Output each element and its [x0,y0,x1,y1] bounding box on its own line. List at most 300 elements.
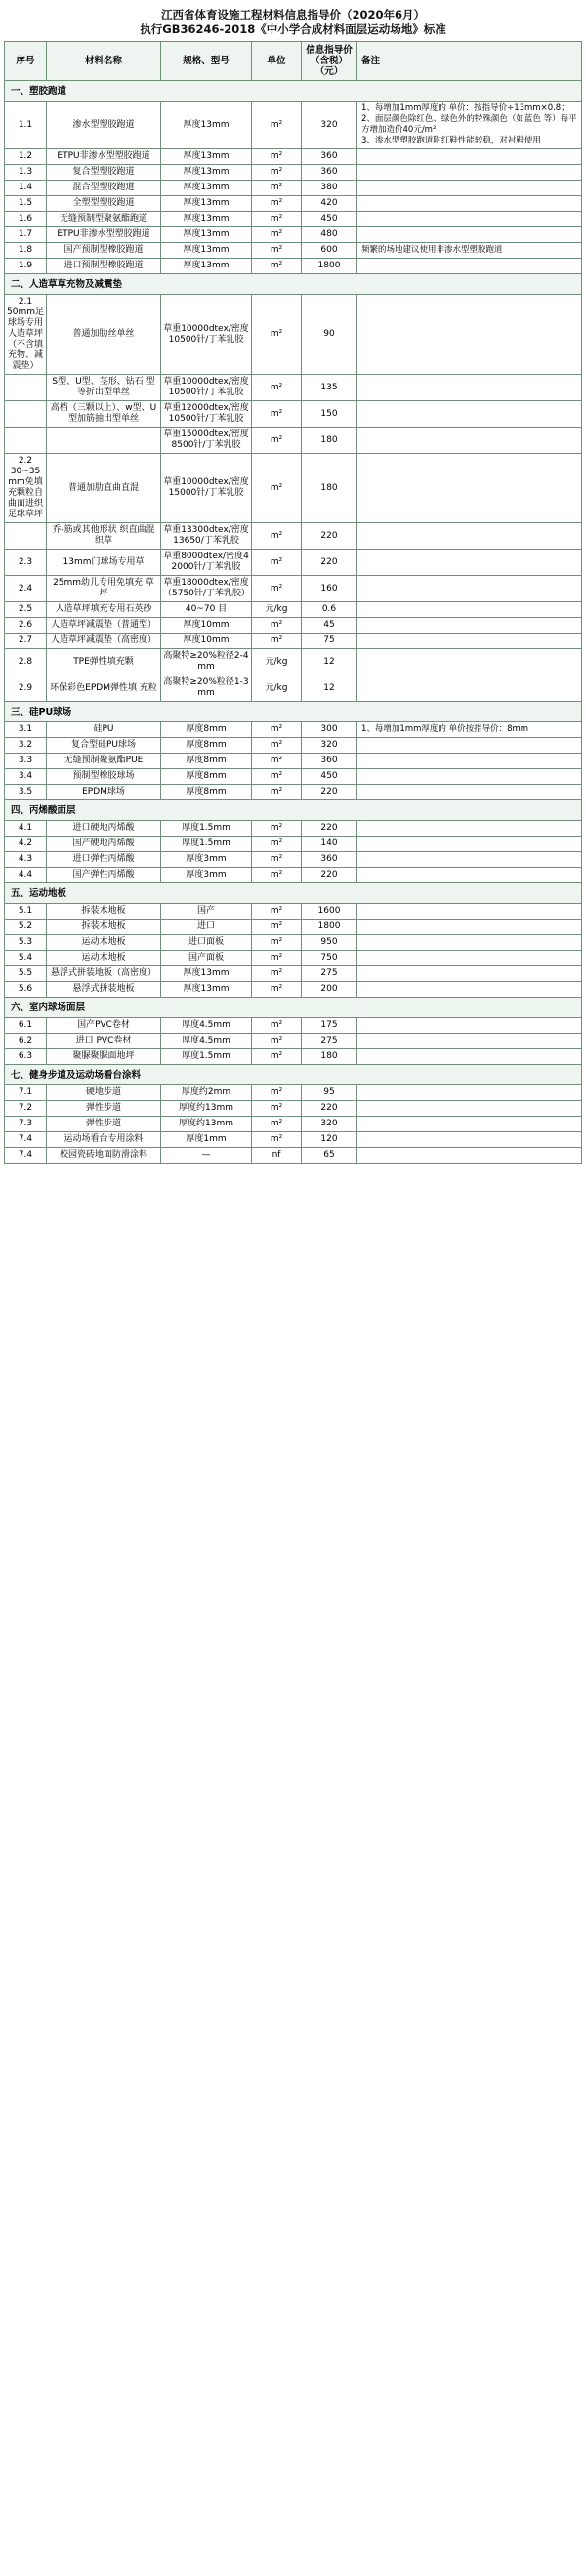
cell-price: 360 [302,754,357,769]
cell-spec: 厚度约13mm [161,1117,252,1132]
cell-unit: m² [252,634,302,649]
cell-material-name: 无缝预制型聚氨酯跑道 [47,212,161,227]
cell-price: 220 [302,523,357,550]
cell-price: 320 [302,1117,357,1132]
section-header-row [5,998,582,1018]
cell-no [5,428,47,454]
cell-remark [357,675,582,702]
table-row [5,754,582,769]
cell-no: 1.4 [5,181,47,196]
cell-price: 480 [302,227,357,243]
cell-unit: m² [252,722,302,738]
cell-material-name: 进口预制型橡胶跑道 [47,259,161,274]
cell-price: 1800 [302,920,357,935]
table-row [5,821,582,837]
table-row [5,634,582,649]
cell-spec: 厚度13mm [161,212,252,227]
section-title: 一、塑胶跑道 [5,81,582,102]
cell-remark [357,149,582,165]
cell-remark [357,259,582,274]
cell-unit: m² [252,1034,302,1049]
cell-material-name: 混合型塑胶跑道 [47,181,161,196]
cell-no: 4.3 [5,852,47,868]
table-row [5,1049,582,1065]
cell-material-name: 普通加肋丝单丝 [47,295,161,375]
table-row [5,196,582,212]
cell-material-name: 13mm门球场专用草 [47,550,161,576]
cell-spec: 草重10000dtex/密度10500针/丁苯乳胶 [161,375,252,401]
cell-remark [357,1085,582,1101]
cell-unit: m² [252,523,302,550]
cell-remark [357,904,582,920]
cell-spec: 厚度1.5mm [161,837,252,852]
cell-remark [357,227,582,243]
cell-price: 65 [302,1148,357,1164]
cell-material-name: 运动木地板 [47,935,161,951]
cell-remark [357,634,582,649]
cell-unit: m² [252,165,302,181]
cell-no: 2.4 [5,576,47,602]
table-row [5,982,582,998]
section-header-row [5,883,582,904]
cell-no: 6.1 [5,1018,47,1034]
cell-spec: 高聚特≥20%粒径2-4mm [161,649,252,675]
cell-unit: m² [252,1101,302,1117]
cell-remark [357,738,582,754]
section-header-row [5,800,582,821]
cell-price: 380 [302,181,357,196]
cell-price: 180 [302,428,357,454]
table-row [5,1117,582,1132]
cell-price: 220 [302,785,357,800]
cell-no: 2.2 30~35mm免填充颗粒自曲面进织足球草坪 [5,454,47,523]
cell-price: 12 [302,649,357,675]
table-row [5,1148,582,1164]
table-row [5,227,582,243]
cell-price: 95 [302,1085,357,1101]
header-no: 序号 [5,42,47,81]
table-row [5,181,582,196]
cell-spec: 厚度13mm [161,982,252,998]
cell-material-name: 运动场看台专用涂料 [47,1132,161,1148]
cell-spec: 厚度10mm [161,618,252,634]
cell-spec: 厚度13mm [161,196,252,212]
cell-material-name: 25mm幼儿专用免填充 草坪 [47,576,161,602]
title-line-2: 执行GB36246-2018《中小学合成材料面层运动场地》标准 [140,22,446,36]
cell-material-name: 硬地步道 [47,1085,161,1101]
cell-unit: m² [252,243,302,259]
cell-no: 5.1 [5,904,47,920]
cell-material-name: 进口硬地丙烯酸 [47,821,161,837]
cell-spec: 厚度10mm [161,634,252,649]
cell-spec: 厚度1.5mm [161,1049,252,1065]
cell-no: 6.3 [5,1049,47,1065]
cell-material-name: 弹性步道 [47,1117,161,1132]
table-header-row [5,42,582,81]
table-row [5,1132,582,1148]
cell-material-name: 聚脲聚脲面地坪 [47,1049,161,1065]
cell-spec: 厚度13mm [161,966,252,982]
cell-remark [357,428,582,454]
cell-remark [357,295,582,375]
cell-price: 220 [302,868,357,883]
cell-no [5,375,47,401]
cell-remark [357,196,582,212]
cell-no: 5.5 [5,966,47,982]
cell-price: 180 [302,1049,357,1065]
cell-unit: m² [252,951,302,966]
table-row [5,951,582,966]
cell-spec: 厚度3mm [161,852,252,868]
cell-spec: 厚度3mm [161,868,252,883]
cell-no: 1.8 [5,243,47,259]
cell-remark [357,649,582,675]
cell-material-name: TPE弹性填充颗 [47,649,161,675]
cell-spec: 厚度4.5mm [161,1034,252,1049]
cell-spec: 厚度约2mm [161,1085,252,1101]
cell-material-name: 运动木地板 [47,951,161,966]
cell-remark [357,550,582,576]
cell-spec: 厚度8mm [161,738,252,754]
cell-price: 360 [302,149,357,165]
cell-remark: 1、每增加1mm厚度的 单价按指导价：8mm [357,722,582,738]
cell-no: 4.2 [5,837,47,852]
cell-material-name: 复合型塑胶跑道 [47,165,161,181]
cell-spec: 厚度13mm [161,165,252,181]
cell-material-name: ETPU非渗水型塑胶跑道 [47,227,161,243]
table-row [5,375,582,401]
cell-spec: 厚度13mm [161,243,252,259]
cell-material-name: 进口弹性丙烯酸 [47,852,161,868]
title-line-1: 江西省体育设施工程材料信息指导价（2020年6月） [160,8,425,21]
cell-material-name: 国产弹性丙烯酸 [47,868,161,883]
cell-unit: nf [252,1148,302,1164]
cell-no: 7.4 [5,1148,47,1164]
header-spec: 规格、型号 [161,42,252,81]
cell-spec: 厚度13mm [161,259,252,274]
cell-no: 2.5 [5,602,47,618]
cell-remark [357,982,582,998]
table-row [5,454,582,523]
cell-no: 1.2 [5,149,47,165]
cell-spec: 高聚特≥20%粒径1-3mm [161,675,252,702]
cell-price: 220 [302,550,357,576]
cell-material-name: 国产硬地丙烯酸 [47,837,161,852]
table-row [5,550,582,576]
header-remark: 备注 [357,42,582,81]
cell-no: 3.2 [5,738,47,754]
cell-no: 5.3 [5,935,47,951]
table-row [5,920,582,935]
table-body [5,81,582,1164]
cell-unit: m² [252,102,302,149]
cell-unit: m² [252,904,302,920]
cell-spec: 厚度4.5mm [161,1018,252,1034]
cell-material-name: 人造草坪减震垫（高密度） [47,634,161,649]
cell-spec: 厚度1mm [161,1132,252,1148]
cell-remark [357,769,582,785]
cell-material-name: 悬浮式拼装地板（高密度） [47,966,161,982]
cell-remark [357,966,582,982]
cell-unit: 元/kg [252,649,302,675]
cell-remark [357,181,582,196]
cell-remark [357,602,582,618]
table-row [5,576,582,602]
cell-material-name: 全塑型塑胶跑道 [47,196,161,212]
cell-spec: 厚度8mm [161,754,252,769]
table-row [5,295,582,375]
cell-no: 5.2 [5,920,47,935]
cell-no [5,401,47,428]
cell-unit: m² [252,576,302,602]
cell-price: 950 [302,935,357,951]
cell-remark [357,920,582,935]
cell-price: 275 [302,966,357,982]
table-row [5,1034,582,1049]
cell-spec: 草重12000dtex/密度10500针/丁苯乳胶 [161,401,252,428]
cell-no: 2.9 [5,675,47,702]
cell-remark [357,212,582,227]
cell-spec: 厚度8mm [161,722,252,738]
cell-spec: 进口 [161,920,252,935]
table-row [5,837,582,852]
cell-unit: m² [252,852,302,868]
cell-no: 1.1 [5,102,47,149]
cell-no: 1.5 [5,196,47,212]
cell-remark [357,1132,582,1148]
section-title: 五、运动地板 [5,883,582,904]
header-price: 信息指导价（含税）（元） [302,42,357,81]
table-row [5,904,582,920]
cell-material-name: 高档（三颗以上）、w型、U型加筋抽出型单丝 [47,401,161,428]
cell-material-name: 乔-筋或其他形状 织直曲混 织草 [47,523,161,550]
cell-no: 7.1 [5,1085,47,1101]
cell-unit: m² [252,785,302,800]
cell-unit: m² [252,401,302,428]
cell-spec: 厚度约13mm [161,1101,252,1117]
cell-spec: 厚度13mm [161,149,252,165]
cell-no: 1.6 [5,212,47,227]
table-row [5,649,582,675]
cell-unit: m² [252,868,302,883]
cell-price: 200 [302,982,357,998]
cell-material-name: ETPU非渗水型塑胶跑道 [47,149,161,165]
cell-material-name: EPDM球场 [47,785,161,800]
cell-no: 2.8 [5,649,47,675]
cell-unit: m² [252,754,302,769]
cell-unit: m² [252,1117,302,1132]
cell-spec: 草重8000dtex/密度42000针/丁苯乳胶 [161,550,252,576]
cell-remark [357,401,582,428]
cell-no: 5.4 [5,951,47,966]
cell-no: 5.6 [5,982,47,998]
cell-spec: 厚度13mm [161,102,252,149]
cell-price: 220 [302,1101,357,1117]
cell-unit: m² [252,1018,302,1034]
cell-unit: m² [252,212,302,227]
cell-spec: 厚度1.5mm [161,821,252,837]
cell-spec: 草重13300dtex/密度13650/丁苯乳胶 [161,523,252,550]
cell-remark [357,1117,582,1132]
cell-price: 175 [302,1018,357,1034]
cell-spec: 草重18000dtex/密度（5750针/丁苯乳胶） [161,576,252,602]
cell-unit: m² [252,181,302,196]
cell-spec: 草重10000dtex/密度10500针/丁苯乳胶 [161,295,252,375]
cell-remark [357,1018,582,1034]
cell-remark [357,454,582,523]
table-row [5,738,582,754]
table-row [5,618,582,634]
cell-no: 4.1 [5,821,47,837]
cell-material-name: 环保彩色EPDM弹性填 充粒 [47,675,161,702]
cell-price: 45 [302,618,357,634]
cell-unit: m² [252,1049,302,1065]
cell-unit: m² [252,259,302,274]
cell-no: 1.7 [5,227,47,243]
cell-material-name: 硅PU [47,722,161,738]
cell-material-name: 国产预制型橡胶跑道 [47,243,161,259]
table-row [5,523,582,550]
cell-remark [357,837,582,852]
cell-no: 1.3 [5,165,47,181]
cell-price: 120 [302,1132,357,1148]
cell-spec: 国产 [161,904,252,920]
section-title: 二、人造草草充物及减震垫 [5,274,582,295]
cell-material-name: 复合型硅PU球场 [47,738,161,754]
cell-material-name: 渗水型塑胶跑道 [47,102,161,149]
cell-unit: m² [252,375,302,401]
table-row [5,259,582,274]
table-row [5,675,582,702]
cell-price: 600 [302,243,357,259]
cell-remark [357,868,582,883]
cell-remark [357,1049,582,1065]
table-row [5,102,582,149]
cell-spec: 厚度8mm [161,769,252,785]
cell-material-name: 人造草坪填充专用石英砂 [47,602,161,618]
cell-no: 4.4 [5,868,47,883]
cell-no: 2.7 [5,634,47,649]
table-row [5,769,582,785]
cell-price: 300 [302,722,357,738]
table-row [5,852,582,868]
cell-remark [357,935,582,951]
cell-remark [357,754,582,769]
cell-unit: m² [252,454,302,523]
cell-no: 2.3 [5,550,47,576]
cell-unit: m² [252,1132,302,1148]
cell-price: 1600 [302,904,357,920]
cell-remark [357,618,582,634]
cell-price: 450 [302,769,357,785]
cell-unit: m² [252,738,302,754]
cell-spec: 草重10000dtex/密度15000针/丁苯乳胶 [161,454,252,523]
table-row [5,868,582,883]
document-title [4,6,582,41]
cell-price: 220 [302,821,357,837]
cell-unit: m² [252,428,302,454]
cell-price: 90 [302,295,357,375]
cell-price: 1800 [302,259,357,274]
cell-price: 180 [302,454,357,523]
cell-remark [357,523,582,550]
cell-unit: m² [252,149,302,165]
cell-price: 0.6 [302,602,357,618]
cell-price: 135 [302,375,357,401]
table-row [5,602,582,618]
cell-remark [357,576,582,602]
section-title: 三、硅PU球场 [5,702,582,722]
cell-no: 3.3 [5,754,47,769]
table-row [5,722,582,738]
section-title: 七、健身步道及运动场看台涂料 [5,1065,582,1085]
cell-material-name: 拆装木地板 [47,920,161,935]
cell-material-name: 悬浮式拼装地板 [47,982,161,998]
cell-material-name [47,428,161,454]
cell-material-name: 弹性步道 [47,1101,161,1117]
cell-unit: m² [252,196,302,212]
table-row [5,428,582,454]
cell-no: 3.4 [5,769,47,785]
cell-remark [357,375,582,401]
cell-no: 7.3 [5,1117,47,1132]
cell-unit: m² [252,837,302,852]
table-row [5,966,582,982]
cell-unit: 元/kg [252,602,302,618]
cell-remark: 频繁的场地建议使用非渗水型塑胶跑道 [357,243,582,259]
cell-spec: 厚度13mm [161,227,252,243]
cell-price: 360 [302,165,357,181]
section-header-row [5,1065,582,1085]
cell-no: 2.1 50mm足球场专用人造草坪（不含填充物、减震垫） [5,295,47,375]
table-row [5,1085,582,1101]
cell-unit: m² [252,935,302,951]
cell-price: 360 [302,852,357,868]
section-header-row [5,274,582,295]
cell-unit: m² [252,550,302,576]
cell-unit: m² [252,920,302,935]
section-title: 四、丙烯酸面层 [5,800,582,821]
cell-price: 320 [302,102,357,149]
cell-unit: m² [252,769,302,785]
cell-price: 275 [302,1034,357,1049]
cell-remark [357,821,582,837]
cell-unit: m² [252,821,302,837]
cell-price: 160 [302,576,357,602]
cell-unit: m² [252,966,302,982]
cell-price: 75 [302,634,357,649]
cell-price: 450 [302,212,357,227]
cell-unit: m² [252,982,302,998]
table-row [5,1018,582,1034]
table-row [5,165,582,181]
cell-material-name: 人造草坪减震垫（普通型） [47,618,161,634]
cell-price: 12 [302,675,357,702]
cell-remark [357,1034,582,1049]
cell-price: 320 [302,738,357,754]
cell-material-name: 进口 PVC卷材 [47,1034,161,1049]
cell-price: 150 [302,401,357,428]
cell-no: 3.5 [5,785,47,800]
cell-no: 2.6 [5,618,47,634]
cell-no: 3.1 [5,722,47,738]
cell-remark [357,165,582,181]
table-row [5,401,582,428]
cell-remark [357,1148,582,1164]
cell-unit: m² [252,618,302,634]
cell-material-name: 拆装木地板 [47,904,161,920]
cell-spec: — [161,1148,252,1164]
